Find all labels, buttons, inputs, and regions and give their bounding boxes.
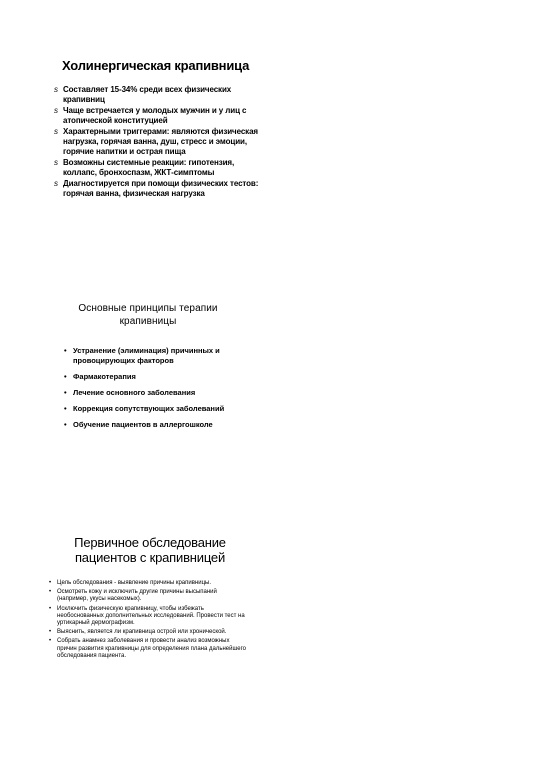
list-item: [64, 404, 249, 414]
list-item: [64, 346, 249, 366]
bullet-list: [49, 580, 249, 662]
list-item: [54, 106, 269, 126]
slide-title-line: пациентов с крапивницей: [74, 550, 226, 565]
slide-title-line: Первичное обследование: [74, 535, 226, 550]
bullet-icon: •: [49, 638, 52, 645]
list-item-text: Цель обследования - выявление причины крапивницы.: [57, 580, 212, 586]
bullet-icon: •: [49, 605, 52, 612]
list-item: [64, 420, 249, 430]
list-item: [49, 589, 249, 603]
list-item-text: Обучение пациентов в аллергошколе: [73, 420, 213, 429]
bullet-icon: s: [54, 158, 58, 167]
list-item: [49, 606, 249, 628]
bullet-icon: •: [64, 388, 67, 397]
bullet-icon: s: [54, 106, 58, 115]
list-item: [64, 372, 249, 382]
slide-title: [60, 535, 240, 565]
list-item: [49, 638, 249, 660]
slide-title: Холинергическая крапивница: [62, 58, 250, 73]
list-item-text: Коррекция сопутствующих заболеваний: [73, 404, 225, 413]
list-item: [64, 388, 249, 398]
bullet-icon: •: [49, 580, 52, 586]
list-item-text: Осмотреть кожу и исключить другие причины высыпаний (например, укусы насекомых).: [57, 589, 217, 603]
list-item-text: Фармакотерапия: [73, 372, 136, 381]
bullet-icon: •: [49, 629, 52, 636]
list-item: [54, 85, 269, 105]
bullet-list: [64, 346, 249, 436]
list-item: [49, 580, 249, 587]
bullet-icon: s: [54, 179, 58, 188]
bullet-icon: s: [54, 85, 58, 94]
list-item-text: Характерными триггерами: являются физическая нагрузка, горячая ванна, душ, стресс и эмоции, горячие напитки и острая пища: [63, 127, 258, 156]
bullet-icon: •: [64, 404, 67, 413]
slide-title-line: Основные принципы терапии: [78, 303, 218, 314]
list-item-text: Исключить физическую крапивницу, чтобы избежать необоснованных дополнительных исследований. Провести тест на уртикарный дермографизм.: [57, 605, 245, 627]
bullet-list: [54, 85, 269, 200]
list-item-text: Чаще встречается у молодых мужчин и у лиц с атопической конституцией: [63, 106, 247, 125]
bullet-icon: •: [49, 589, 52, 596]
list-item: [54, 158, 269, 178]
bullet-icon: s: [54, 127, 58, 136]
slide-title-line: крапивницы: [119, 316, 177, 327]
list-item-text: Составляет 15-34% среди всех физических крапивниц: [63, 85, 232, 104]
list-item-text: Диагностируется при помощи физических тестов: горячая ванна, физическая нагрузка: [63, 179, 259, 198]
list-item: [49, 629, 249, 636]
list-item: [54, 179, 269, 199]
bullet-icon: •: [64, 420, 67, 429]
list-item-text: Выяснить, является ли крапивница острой или хронической.: [57, 629, 227, 636]
list-item: [54, 127, 269, 157]
slide-title: [56, 302, 240, 328]
bullet-icon: •: [64, 346, 67, 355]
bullet-icon: •: [64, 372, 67, 381]
list-item-text: Устранение (элиминация) причинных и провоцирующих факторов: [73, 346, 220, 365]
list-item-text: Собрать анамнез заболевания и провести анализ возможных причин развития крапивницы для определения плана дальнейшего обследования пациента.: [57, 638, 246, 659]
list-item-text: Возможны системные реакции: гипотензия, коллапс, бронхоспазм, ЖКТ-симптомы: [63, 158, 235, 177]
list-item-text: Лечение основного заболевания: [73, 388, 196, 397]
